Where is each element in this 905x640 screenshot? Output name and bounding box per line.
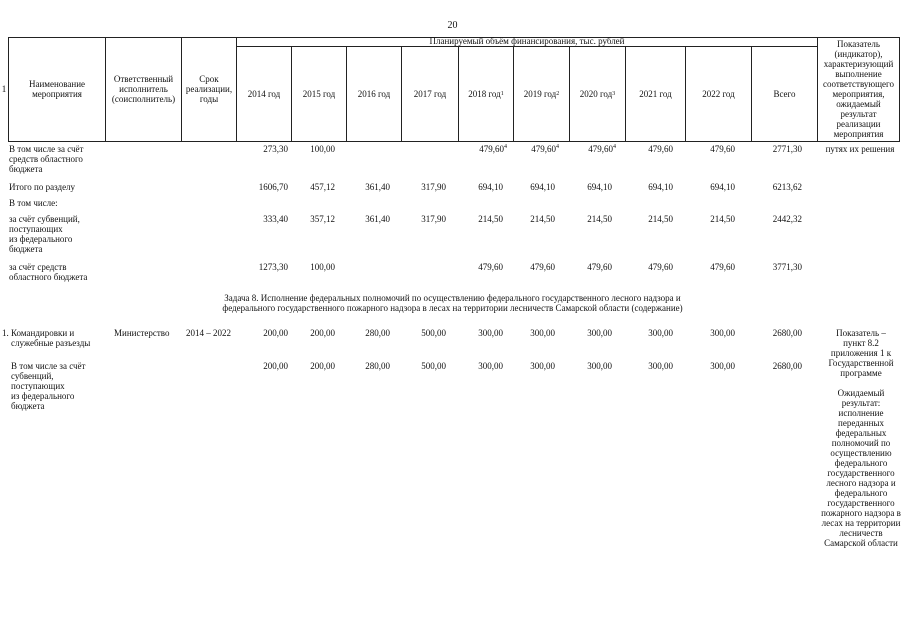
value-cell: 300,00 — [710, 328, 735, 338]
value-cell: 479,60$^4$ — [588, 144, 616, 154]
header-year: 2020 год 3 — [579, 89, 616, 99]
value-cell: 280,00 — [365, 361, 390, 371]
value-cell: 300,00 — [587, 328, 612, 338]
indicator-line: пункт 8.2 — [843, 338, 879, 348]
value-cell: 2680,00 — [772, 361, 802, 371]
indicator-line: программе — [840, 368, 882, 378]
header-year — [626, 47, 685, 141]
indicator-line: лесничеств — [839, 528, 883, 538]
indicator-line: переданных — [838, 418, 884, 428]
header-name: Наименование мероприятия — [28, 79, 86, 99]
row-label: субвенций, — [11, 371, 54, 381]
value-cell: 100,00 — [310, 144, 335, 154]
row-label: В том числе: — [9, 198, 58, 208]
value-cell: 479,60$^4$ — [531, 144, 559, 154]
value-cell: 500,00 — [421, 361, 446, 371]
task8-title-line1: Задача 8. Исполнение федеральных полномочий по осуществлению федерального государственного лесного надзора и — [224, 293, 681, 303]
indicator-line: федерального — [834, 488, 888, 498]
value-cell: 214,50 — [648, 214, 673, 224]
value-cell: 694,10 — [648, 182, 673, 192]
indicator-line: Самарской области — [824, 538, 898, 548]
value-cell: 300,00 — [587, 361, 612, 371]
value-cell: 300,00 — [648, 328, 673, 338]
row-label: служебные разъезды — [11, 338, 91, 348]
row-label: Итого по разделу — [9, 182, 76, 192]
value-cell: 200,00 — [263, 328, 288, 338]
row-label: В том числе за счёт — [11, 361, 86, 371]
header-year-label: 2018 год — [468, 89, 501, 99]
header-year — [347, 47, 401, 141]
row-indicator: путях их решения — [825, 144, 895, 154]
row-number: 1. — [2, 328, 9, 338]
header-year — [292, 47, 346, 141]
indicator-line: Ожидаемый — [837, 388, 885, 398]
indicator-line: приложения 1 к — [830, 348, 892, 358]
value-cell: 479,60 — [530, 262, 555, 272]
header-year — [237, 47, 291, 141]
row-label: поступающих — [9, 224, 63, 234]
indicator-line: пожарного надзора в — [821, 508, 901, 518]
value-cell: 479,60 — [710, 262, 735, 272]
value-cell: 1273,30 — [258, 262, 288, 272]
header-year-label: 2022 год — [702, 89, 735, 99]
footnote-mark: 4 — [504, 144, 507, 150]
value-cell: 479,60 — [478, 262, 503, 272]
indicator-line: государственного — [827, 468, 895, 478]
header-planned: Планируемый объём финансирования, тыс. рублей — [429, 36, 625, 46]
row-label: средств областного — [9, 154, 83, 164]
indicator-line: Показатель – — [836, 328, 886, 338]
value-cell: 479,60 — [710, 144, 735, 154]
header-year-label: 2019 год — [523, 89, 557, 99]
footnote-mark: 4 — [613, 144, 616, 150]
value-cell: 214,50 — [478, 214, 503, 224]
value-cell: 479,60$^4$ — [479, 144, 507, 154]
value-cell: 214,50 — [710, 214, 735, 224]
indicator-line: полномочий по — [831, 438, 891, 448]
indicator-line: федеральных — [835, 428, 887, 438]
row-label: из федерального — [11, 391, 75, 401]
indicator-line: государственного — [827, 498, 895, 508]
value-cell: 361,40 — [365, 214, 390, 224]
header-indicator: Показатель (индикатор), характеризующий выполнение соответствующего мероприятия, ожидаемый результат реализации мероприятия — [822, 39, 895, 139]
value-cell: 300,00 — [648, 361, 673, 371]
footnote-mark: 4 — [556, 144, 559, 150]
value-cell: 200,00 — [310, 361, 335, 371]
header-year: 2019 год 2 — [523, 89, 560, 99]
header-year-label: 2016 год — [357, 89, 391, 99]
header-year — [752, 47, 817, 141]
header-year-label: 2021 год — [639, 89, 672, 99]
header-year — [402, 47, 458, 141]
value-cell: 2442,32 — [772, 214, 802, 224]
value-cell: 479,60 — [587, 262, 612, 272]
header-year — [686, 47, 751, 141]
header-executor: Ответственный исполнитель (соисполнитель) — [111, 74, 176, 104]
header-term: Срок реализации, годы — [185, 74, 233, 104]
header-year-label: 2020 год — [579, 89, 613, 99]
row-label: бюджета — [9, 164, 43, 174]
value-cell: 2680,00 — [772, 328, 802, 338]
value-cell: 300,00 — [530, 361, 555, 371]
value-cell: 457,12 — [310, 182, 335, 192]
value-cell: 273,30 — [263, 144, 288, 154]
value-cell: 694,10 — [710, 182, 735, 192]
row-executor: Министерство — [114, 328, 170, 338]
value-cell: 200,00 — [310, 328, 335, 338]
value-cell: 317,90 — [421, 214, 446, 224]
header-year-label: 2015 год — [302, 89, 336, 99]
row-label: В том числе за счёт — [9, 144, 84, 154]
header-num: 1 — [1, 84, 7, 94]
value-cell: 333,40 — [263, 214, 288, 224]
value-cell: 479,60 — [648, 262, 673, 272]
header-year: 2018 год 1 — [468, 89, 504, 99]
value-cell: 280,00 — [365, 328, 390, 338]
table-header — [0, 37, 905, 143]
value-cell: 214,50 — [587, 214, 612, 224]
row-label: за счёт средств — [9, 262, 67, 272]
value-cell: 3771,30 — [772, 262, 802, 272]
value-cell: 694,10 — [587, 182, 612, 192]
value-cell: 6213,62 — [772, 182, 802, 192]
row-label: за счёт субвенций, — [9, 214, 80, 224]
indicator-line: федерального — [834, 458, 888, 468]
value-cell: 200,00 — [263, 361, 288, 371]
header-year-label: 2017 год — [413, 89, 447, 99]
row-label: Командировки и — [11, 328, 75, 338]
value-cell: 694,10 — [478, 182, 503, 192]
value-cell: 500,00 — [421, 328, 446, 338]
row-label: из федерального — [9, 234, 73, 244]
indicator-line: результат: — [841, 398, 881, 408]
value-cell: 361,40 — [365, 182, 390, 192]
indicator-line: осуществлению — [830, 448, 892, 458]
row-label: бюджета — [11, 401, 45, 411]
value-cell: 694,10 — [530, 182, 555, 192]
value-cell: 357,12 — [310, 214, 335, 224]
task8-title-line2: федерального государственного пожарного надзора в лесах на территории лесничеств Самарской области (содержание) — [222, 303, 683, 313]
value-cell: 300,00 — [478, 328, 503, 338]
value-cell: 100,00 — [310, 262, 335, 272]
indicator-line: лесного надзора и — [826, 478, 896, 488]
value-cell: 214,50 — [530, 214, 555, 224]
header-year-label: Всего — [773, 89, 796, 99]
row-label: областного бюджета — [9, 272, 88, 282]
value-cell: 2771,30 — [772, 144, 802, 154]
indicator-line: Государственной — [828, 358, 894, 368]
indicator-line: исполнение — [838, 408, 884, 418]
value-cell: 479,60 — [648, 144, 673, 154]
row-label: поступающих — [11, 381, 65, 391]
row-term: 2014 – 2022 — [186, 328, 231, 338]
value-cell: 300,00 — [530, 328, 555, 338]
value-cell: 300,00 — [478, 361, 503, 371]
indicator-line: лесах на территории — [821, 518, 901, 528]
value-cell: 1606,70 — [258, 182, 288, 192]
row-label: бюджета — [9, 244, 43, 254]
header-year-label: 2014 год — [247, 89, 281, 99]
page-number: 20 — [447, 20, 458, 31]
value-cell: 317,90 — [421, 182, 446, 192]
value-cell: 300,00 — [710, 361, 735, 371]
